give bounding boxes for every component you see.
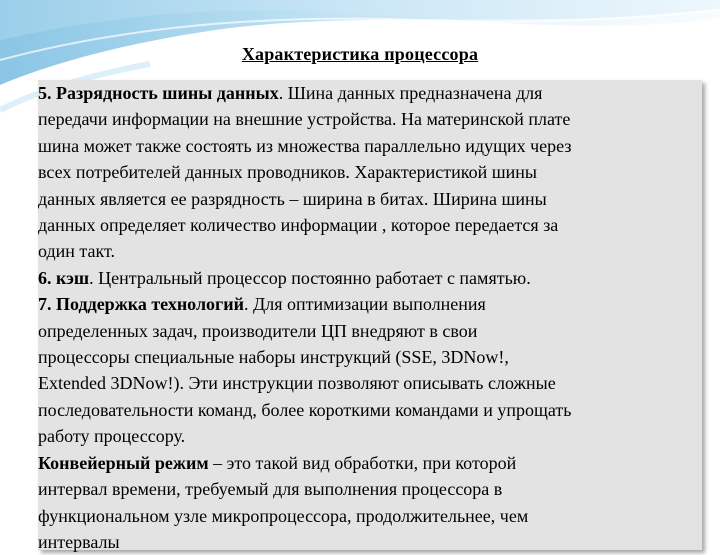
text-fragment: . Для оптимизации выполнения (243, 294, 486, 315)
text-line: интервал времени, требуемый для выполнения процессора в (38, 479, 503, 500)
text-line: всех потребителей данных проводников. Характеристикой шины (38, 162, 537, 183)
text-line: один такт. (38, 241, 116, 262)
text-line: определенных задач, производители ЦП внедряют в свои (38, 320, 478, 341)
text-line: шина может также состоять из множества параллельно идущих через (38, 135, 572, 156)
text-line: последовательности команд, более короткими командами и упрощать (38, 399, 572, 420)
text-line (38, 450, 702, 476)
text-fragment: . Центральный процессор постоянно работает с памятью. (89, 267, 531, 288)
text-line: работу процессору. (38, 426, 186, 447)
slide-title: Характеристика процессора (241, 44, 479, 64)
text-line: данных является ее разрядность – ширина в битах. Ширина шины (38, 188, 547, 209)
text-line: процессоры специальные наборы инструкций (SSE, 3DNow!, (38, 347, 509, 368)
body-text (38, 80, 702, 555)
content-box (38, 80, 702, 550)
text-line (38, 291, 702, 317)
section-heading: Конвейерный режим (38, 452, 209, 473)
text-line (38, 80, 702, 106)
text-fragment: . Шина данных предназначена для (278, 83, 543, 103)
text-line: интервалы (38, 531, 120, 552)
section-heading: 7. Поддержка технологий (38, 294, 244, 315)
section-heading: 5. Разрядность шины данных (38, 83, 279, 103)
text-line (38, 265, 702, 291)
text-line: передачи информации на внешние устройства. На материнской плате (38, 109, 571, 130)
text-line: данных определяет количество информации , которое передается за (38, 215, 559, 236)
section-heading: 6. кэш (38, 267, 90, 288)
text-fragment: – это такой вид обработки, при которой (208, 452, 517, 473)
text-line: функциональном узле микропроцессора, продолжительнее, чем (38, 505, 529, 526)
text-line: Extended 3DNow!). Эти инструкции позволяют описывать сложные (38, 373, 556, 394)
